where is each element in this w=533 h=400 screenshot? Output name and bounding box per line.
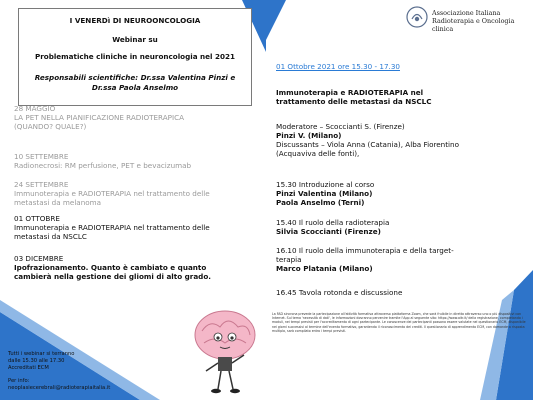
speaker-line: Paola Anselmo (Terni) [276,198,365,207]
session-date: 10 SETTEMBRE [14,152,69,161]
topic-line: Immunoterapia e RADIOTERAPIA nel [276,88,424,97]
program-line: 16.45 Tavola rotonda e discussione [276,288,403,297]
session-title-line: metastasi da NSCLC [14,232,87,241]
session-title-line: metastasi da melanoma [14,198,102,207]
logo-icon [406,6,428,28]
session-title-line: Radionecrosi: RM perfusione, PET e bevacizumab [14,161,192,170]
session-title-line: cambierà nella gestione dei gliomi di alto grado. [14,272,211,281]
session-title-line: Ipofrazionamento. Quanto è cambiato e quanto [14,263,207,272]
footer-line: Tutti i webinar si terranno [8,351,75,357]
moderator-line: Moderatore – Scoccianti S. (Firenze) [276,122,405,131]
event-type: Webinar su [112,35,158,44]
session-date: 03 DICEMBRE [14,254,64,263]
event-date-time: 01 Ottobre 2021 ore 15.30 - 17.30 [276,62,400,71]
footer-line: dalle 15.30 alle 17.30 [8,358,65,364]
logo-line: Radioterapia e Oncologia clinica [432,17,515,33]
speaker-line: Pinzi Valentina (Milano) [276,189,373,198]
program-line: 15.30 Introduzione al corso [276,180,375,189]
speaker-line: Marco Platania (Milano) [276,264,373,273]
session-title-line: Immunoterapia e RADIOTERAPIA nel trattamento delle [14,223,210,232]
event-header-box [18,8,252,106]
discussants-line: (Acquaviva delle fonti), [276,149,360,158]
event-subtitle: Problematiche cliniche in neuroncologia nel 2021 [34,52,236,61]
program-line: 16.10 Il ruolo della immunoterapia e della target- [276,246,454,255]
program-line: terapia [276,255,302,264]
right-page [266,0,533,400]
aitro-logo [406,6,526,32]
fine-print: La FAD sincrona prevede la partecipazione all'attività formativa attraverso piattaforma Zoom, che sarà fruibile in diretta attraverso uno o più dispositivi con Internet. Sul tema 'necessità di dati', le informazioni dovranno pervenire tramite l'App al seguente sito: https://www.aitr.it/ della registrazione, completando i moduli, nei tempi previsti per l'accreditamento di ogni partecipante. Le conoscenze dei partecipanti possono essere valutate nel questionario ECM, disponibile nei giorni successivi al termine dell'evento formativo, garantendo il riconoscimento dei crediti. Il questionario di apprendimento ECM, con domande a risposta multipla, sarà compilato entro i tempi previsti. [272,312,526,333]
program-item [276,218,521,236]
session-item [14,254,264,281]
logo-line: Associazione Italiana [432,9,501,17]
moderators-block [276,122,521,158]
footer-line: Accreditati ECM [8,365,49,371]
footer-line: Per info: [8,378,30,384]
contact-email-link[interactable]: neoplasiecerebrali@radioterapiaitalia.it [8,385,111,391]
responsabili-line-2: Dr.ssa Paola Anselmo [91,83,179,92]
session-date: 24 SETTEMBRE [14,180,69,189]
program-item [276,246,521,273]
discussants-line: Discussants – Viola Anna (Catania), Alba Fiorentino [276,140,460,149]
event-topic [276,88,521,106]
footer-info [8,351,158,392]
speaker-line: Silvia Scoccianti (Firenze) [276,227,381,236]
program-item [276,288,521,297]
brain-mascot-illustration [180,305,270,400]
session-item [14,152,264,170]
session-item-current [14,214,264,241]
session-item [14,104,264,131]
program-line: 15.40 Il ruolo della radioterapia [276,218,390,227]
logo-text [432,9,532,33]
topic-line: trattamento delle metastasi da NSCLC [276,97,432,106]
session-title-line: Immunoterapia e RADIOTERAPIA nel trattamento delle [14,189,210,198]
session-item [14,180,264,207]
session-title-line: (QUANDO? QUALE?) [14,122,87,131]
program-item [276,180,521,207]
moderator-line: Pinzi V. (Milano) [276,131,342,140]
session-date: 01 OTTOBRE [14,214,60,223]
responsabili-line-1: Responsabili scientifiche: Dr.ssa Valentina Pinzi e [34,73,236,82]
series-title: I VENERDì DI NEUROONCOLOGIA [69,16,201,25]
session-title-line: LA PET NELLA PIANIFICAZIONE RADIOTERAPICA [14,113,185,122]
session-date: 28 MAGGIO [14,104,56,113]
